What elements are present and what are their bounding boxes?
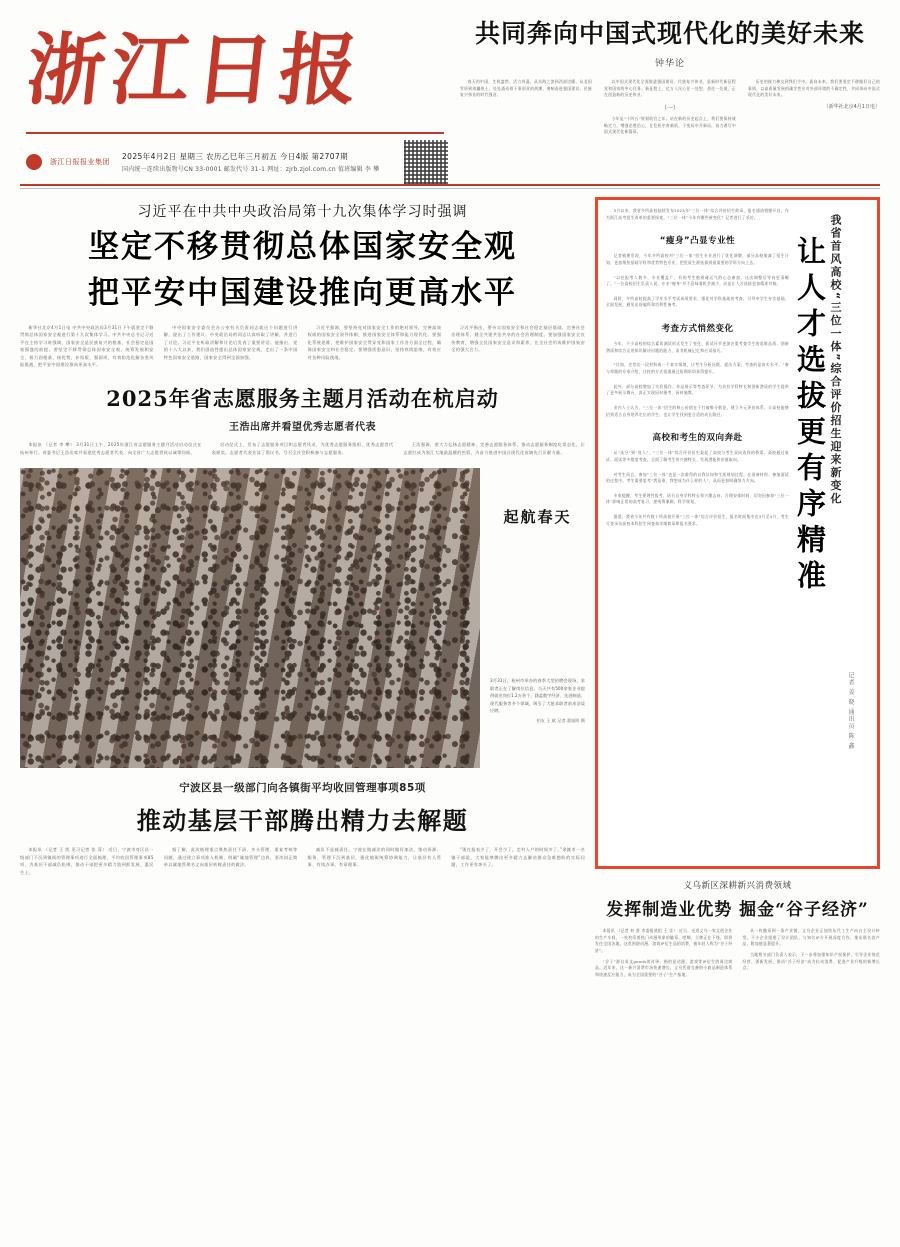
masthead-divider-thick bbox=[20, 184, 880, 186]
section-mark: （一） bbox=[660, 104, 679, 112]
paragraph: 据了解，此次梳理重点聚焦责任不清、多头管理、重复考核等问题，通过建立事项准入机制，明确“属地管理”边界，坚决纠正简单以属地管理名义向基层转嫁责任的做法。 bbox=[163, 847, 298, 868]
photo-shade-layer bbox=[20, 468, 480, 768]
publisher-logo-icon bbox=[26, 154, 42, 170]
lead-columns bbox=[460, 79, 880, 140]
issue-date-line: 2025年4月2日 星期三 农历乙巳年三月初五 今日4版 第2707期 bbox=[122, 151, 349, 161]
paragraph: 春天的中国，生机盎然、活力奔涌。从东海之滨到西部边陲，从北国雪原到南疆热土，处处涌动着干事创业的热潮，奏响奋进强国建设、民族复兴伟业的时代强音。 bbox=[460, 79, 592, 98]
volunteer-story-columns bbox=[20, 441, 585, 460]
yiwu-column-1 bbox=[595, 928, 733, 982]
issue-info-line: 国内统一连续出版物号CN 33-0001 邮发代号 31-1 网址：zjrb.zjol.com.cn 值班编辑 李 攀 bbox=[122, 165, 380, 173]
feature-body bbox=[606, 208, 789, 860]
lead-commentary bbox=[460, 8, 880, 140]
grassroots-story-kicker: 宁波区县一级部门向各镇街平均收回管理事项85项 bbox=[179, 782, 426, 795]
volunteer-story-headline: 2025年省志愿服务主题月活动在杭启动 bbox=[106, 385, 499, 411]
volunteer-column-2 bbox=[212, 441, 394, 460]
feature-vertical-titles bbox=[795, 208, 869, 860]
paragraph: “以往报考人数多、专业覆盖广，有的考生抱着碰运气的心态参加，这次调整后导向更清晰了。”一位高校招生负责人说，专业“瘦身”并不意味着机会减少，而是让人才选拔更加精准对路。 bbox=[606, 274, 789, 287]
main-story-columns bbox=[20, 324, 585, 373]
paragraph: “比如，会给出一段材料或一个真实情境，让考生分析问题、提出方案，考查的是真实水平。”参与命题的专家介绍，这样的方式很难通过短期培训获得提升。 bbox=[606, 362, 789, 375]
masthead-meta bbox=[20, 140, 450, 184]
photo-caption: 3月31日，杭州市举办的春季大型招聘会现场，求职者正在了解岗位信息。当天共有500余家企业提供就业岗位1.2万余个，涵盖数字经济、先进制造、现代服务等多个领域，吸引了大批求职者前来洽谈应聘。 bbox=[490, 678, 585, 714]
grassroots-story-columns bbox=[20, 846, 585, 880]
left-zone bbox=[20, 197, 585, 1237]
paragraph: 记者梳理发现，今年多所高校对“三位一体”招生专业进行了优化调整，部分高校缩减了招生计划，更加聚焦基础学科和优势特色专业，把优质生源选拔到最需要的学科方向上去。 bbox=[606, 253, 789, 265]
paragraph: 习近平强调，要坚持党对国家安全工作的绝对领导，完善高效权威的国家安全领导体制，推进国家安全体系和能力现代化。要强化系统思维，把维护国家安全贯穿党和国家工作各方面全过程，确保国家安全和社会稳定。要增强忧患意识，坚持底线思维，有效应对各种风险挑战。 bbox=[307, 324, 442, 360]
main-story-column-1 bbox=[20, 324, 154, 373]
nameplate-rule bbox=[26, 132, 444, 134]
publisher-logo-label: 浙江日报报业集团 bbox=[50, 157, 110, 166]
photo-credit: 拍友 王 斌 记者 董旭明 摄 bbox=[536, 717, 585, 723]
paragraph: 此外，部分高校增加了实验操作、作品展示等考查环节，为具有学科特长和创新潜质的学生提供了更多展示舞台，真正实现因材施考、因材施教。 bbox=[606, 383, 789, 396]
page-body bbox=[20, 197, 880, 1237]
paragraph: 历史的接力棒交到我们手中。面向未来，我们要坚定不移做好自己的事情，以高质量发展的确定性应对外部环境的不确定性，共同奔向中国式现代化的美好未来。 bbox=[748, 79, 880, 98]
yiwu-story-columns bbox=[595, 928, 880, 982]
feature-subhead-2: 考查方式悄然变化 bbox=[661, 324, 734, 335]
paragraph: 从“选分”到“选人”，“三位一体”综合评价招生架起了高校与考生双向选择的桥梁。高校通过笔试、面试等多维度考查，全面了解考生的兴趣特长、发展潜能和价值取向。 bbox=[606, 450, 789, 462]
grassroots-column-2 bbox=[164, 846, 298, 880]
grassroots-column-3 bbox=[308, 846, 442, 880]
feature-headline: 让人才选拔更有序精准 bbox=[793, 236, 827, 596]
feature-subhead-3: 高校和考生的双向奔赴 bbox=[652, 433, 743, 444]
lead-column-2 bbox=[604, 79, 736, 140]
job-fair-photo bbox=[20, 468, 480, 768]
main-story-headline-line1: 坚定不移贯彻总体国家安全观 bbox=[88, 229, 517, 265]
paragraph: 今年是“十四五”规划收官之年。站在新的历史起点上，我们要保持战略定力，增强必胜信心，在危机中育新机、于变局中开新局，奋力谱写中国式现代化新篇章。 bbox=[604, 115, 736, 135]
paragraph: 业内人士认为，“三位一体”招生的核心价值在于打破唯分数论，建立多元评价体系，让高校能够招到适合自身培养定位的学生，也让学生找到更合适的成长路径。 bbox=[606, 404, 789, 417]
paragraph: 本报讯 （记者 何 贤 市委报道组 王 佳） 近日，走进义乌一家文创企业的生产车间，一枚枚印着热门动漫形象的徽章、吧唧、立牌正在下线，即将发往全国各地。这类围绕动漫、游戏IP衍生品的消费，被年轻人称为“谷子经济”。 bbox=[595, 928, 733, 953]
paragraph: 本报讯 （记者 李 攀） 3月31日上午，2025年浙江省志愿服务主题月活动启动仪式在杭州举行。省委书记王浩出席并看望优秀志愿者代表，向全省广大志愿者致以诚挚问候。 bbox=[20, 441, 202, 455]
main-story-kicker: 习近平在中共中央政治局第十九次集体学习时强调 bbox=[137, 204, 468, 220]
volunteer-column-3 bbox=[403, 441, 585, 460]
paragraph: “谷子”源自英文goods的音译，指的是动漫、游戏等IP衍生的周边商品。近年来，这一新兴消费市场快速增长，义乌凭借完备的小商品制造体系和快速反应能力，成为全国重要的“谷子”生产基地。 bbox=[595, 958, 733, 977]
paragraph: 专家提醒，考生要理性报考，结合自身学科特长和兴趣志向，合理安排时间，切勿因参加“三位一体”影响正常的高考复习，要统筹兼顾、科学规划。 bbox=[606, 492, 789, 505]
paragraph: 王浩强调，要大力弘扬志愿精神，完善志愿服务体系，推动志愿服务制度化常态化，让志愿红成为浙江大地最温暖的色彩，为奋力推进中国式现代化省域先行贡献力量。 bbox=[403, 441, 586, 455]
paragraph: 当地相关部门负责人表示，下一步将加强知识产权保护，引导企业规范经营、创新发展，推动“谷子经济”成为拉动消费、促进产业升级的新增长点。 bbox=[742, 951, 880, 971]
highlighted-feature-story bbox=[595, 197, 880, 869]
grassroots-story-headline: 推动基层干部腾出精力去解题 bbox=[136, 806, 469, 836]
right-zone bbox=[595, 197, 880, 1237]
feature-byline: 记者 姜 晓 通讯员 陈 鑫 bbox=[847, 672, 854, 750]
yiwu-story-kicker: 义乌新区深耕新兴消费领域 bbox=[683, 881, 792, 891]
paragraph: 对考生而言，参加“三位一体”也是一次难得的自我认知和生涯规划过程。在准备材料、参加面试的过程中，考生需要思考“我是谁、我想成为什么样的人”，从而更加明确努力方向。 bbox=[606, 471, 789, 484]
paragraph: 本报讯 （记者 王 凯 见习记者 张 蓉） 近日，宁波市对区县一级部门下沉到镇街的管理事项进行全面梳理，平均收回管理事项85项，为基层干部减负松绑，推动干部把更多精力放到抓发展、惠民生上。 bbox=[20, 847, 154, 875]
yiwu-story-headline: 发挥制造业优势 掘金“谷子经济” bbox=[606, 900, 869, 920]
paragraph: 据悉，我省今年共有数十所高校开展“三位一体”综合评价招生，报名时间集中在3月至4月，考生可登录各高校本科招生网查询详细简章和报名要求。 bbox=[606, 514, 789, 526]
paragraph: 减负不是减责任。宁波在做减法的同时做好加法，推动资源、服务、管理下沉到基层，强化镇街统筹协调能力，让基层有人管事、有钱办事、有章理事。 bbox=[307, 847, 442, 868]
feature-subtitle: 我省首风高校“三位一体”综合评价招生迎来新变化 bbox=[829, 214, 842, 506]
grassroots-column-1 bbox=[20, 846, 154, 880]
lead-subtitle: 钟华论 bbox=[654, 59, 685, 69]
photo-title: 起航春天 bbox=[503, 508, 572, 527]
volunteer-column-1 bbox=[20, 441, 202, 460]
masthead-left bbox=[20, 8, 450, 184]
paragraph: 今年，不少高校的综合素质测试形式发生了变化，面试环节更加注重考查学生的思维品质、创新潜质和综合运用知识解决问题的能力，而非机械记忆和应试技巧。 bbox=[606, 341, 789, 353]
paragraph: 启动仪式上，发布了志愿服务项目和志愿者风采，为优秀志愿服务组织、优秀志愿者代表颁奖。志愿者代表宣读了倡议书，号召全社会积极参与志愿服务。 bbox=[211, 441, 394, 455]
lead-headline: 共同奔向中国式现代化的美好未来 bbox=[474, 19, 865, 48]
photo-side bbox=[490, 468, 585, 768]
paragraph: 新华社北京4月1日电 中共中央政治局3月31日下午就坚定不移贯彻总体国家安全观进行第十九次集体学习。中共中央总书记习近平在主持学习时强调，国家安全是民族复兴的根基，社会稳定是国家强盛的前提。要坚定不移贯彻总体国家安全观，统筹发展和安全，着力固根基、扬优势、补短板、强弱项，有效防范化解各类风险挑战，把平安中国建设推向更高水平。 bbox=[20, 324, 154, 368]
main-story-headline-line2: 把平安中国建设推向更高水平 bbox=[88, 275, 517, 312]
paragraph: 从一枚徽章到一条产业链，义乌企业正加快从代工生产向自主设计转型。不少企业组建了设计团队，与知名IP方开展深度合作，推出联名款产品，附加值显著提升。 bbox=[742, 928, 880, 947]
yiwu-column-2 bbox=[743, 928, 881, 982]
paragraph: 中央国家安全委员会办公室有关负责同志就这个问题进行讲解，提出了工作建议。中央政治局的同志认真听取了讲解，并进行了讨论。习近平在听取讲解和讨论后发表了重要讲话。他指出，党的十八大以来，我们创造性提出总体国家安全观，走出了一条中国特色国家安全道路，国家安全得到全面加强。 bbox=[163, 324, 298, 360]
newspaper-nameplate: 浙江日报 bbox=[22, 25, 369, 116]
feature-subhead-1: “瘦身”凸显专业性 bbox=[659, 236, 736, 247]
main-story-column-3 bbox=[308, 324, 442, 373]
volunteer-story-subhead: 王浩出席并看望优秀志愿者代表 bbox=[229, 421, 376, 433]
paragraph: “现在报表少了，开会少了，走村入户的时间多了。”余姚市一名镇干部说，大家能够腾出更多精力去解决群众急难愁盼的实际问题，工作更有奔头了。 bbox=[451, 847, 585, 868]
qr-code-icon[interactable] bbox=[404, 140, 448, 184]
lead-signature: （新华社北京4月1日电） bbox=[823, 103, 880, 110]
lead-column-1 bbox=[460, 79, 592, 140]
paragraph: 以中国式现代化全面推进强国建设、民族复兴伟业，是新时代新征程党和国家的中心任务。新征程上，亿万人民心往一处想、劲往一处使，正在创造新的历史伟业。 bbox=[604, 79, 736, 98]
paragraph: 习近平指出，要夯实国家安全和社会稳定基层基础，完善社会治理体系，健全共建共治共享的社会治理制度。要加强国家安全宣传教育，增强全民国家安全意识和素养，在全社会形成维护国家安全的强大合力。 bbox=[451, 324, 585, 353]
masthead-meta-lines bbox=[118, 151, 396, 173]
masthead bbox=[20, 8, 880, 178]
main-story-column-2 bbox=[164, 324, 298, 373]
paragraph: 同时，多所高校提高了学业水平考试成绩要求，强化对学科基础的考查，引导中学生夯实基础、全面发展，避免出现偏科和功利性备考。 bbox=[606, 295, 789, 308]
main-story-column-4 bbox=[451, 324, 585, 373]
masthead-divider-thin bbox=[20, 188, 880, 189]
lead-column-3 bbox=[748, 79, 880, 140]
grassroots-column-4 bbox=[451, 846, 585, 880]
paragraph: 3月以来，我省多所高校陆续发布2025年“三位一体”综合评价招生简章，报名通道相继开启。作为浙江高考招生改革的重要探索，“三位一体”今年有哪些新变化？记者进行了采访。 bbox=[606, 208, 789, 220]
photo-story bbox=[20, 468, 585, 768]
